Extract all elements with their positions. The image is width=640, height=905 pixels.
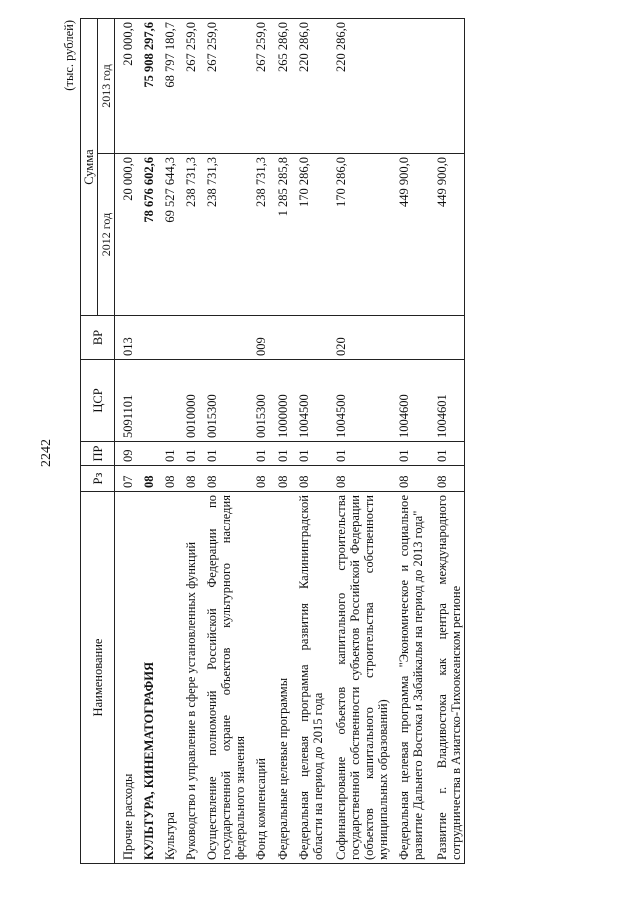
- table-row: [426, 19, 465, 864]
- header-2013: 2013 год: [98, 19, 115, 154]
- cell-pr: 01: [157, 442, 178, 466]
- cell-pr: 01: [326, 442, 391, 466]
- cell-2013: 220 286,0: [326, 19, 391, 154]
- cell-rz: 08: [326, 466, 391, 492]
- table-row: [157, 19, 178, 864]
- cell-name: Федеральные целевые программы: [269, 492, 291, 864]
- table-row: [136, 19, 157, 864]
- cell-2013: 220 286,0: [291, 19, 326, 154]
- table-row: [178, 19, 199, 864]
- table-header: [81, 19, 115, 864]
- cell-2013: 267 259,0: [248, 19, 269, 154]
- cell-csr: 1004600: [391, 360, 426, 442]
- cell-vr: 020: [326, 316, 391, 360]
- cell-csr: 1004601: [426, 360, 465, 442]
- cell-name: Софинансирование объектов капитального строительства государственной собственности субъектов Российской Федерации (объектов капитального строительства собственности муниципальных образований): [326, 492, 391, 864]
- header-vr: ВР: [81, 316, 115, 360]
- cell-csr: 1004500: [291, 360, 326, 442]
- cell-pr: 01: [391, 442, 426, 466]
- cell-2013: 267 259,0: [178, 19, 199, 154]
- cell-2012: 449 900,0: [426, 154, 465, 316]
- cell-2013: 265 286,0: [269, 19, 291, 154]
- cell-pr: 09: [115, 442, 137, 466]
- cell-name: Фонд компенсаций: [248, 492, 269, 864]
- cell-name: Руководство и управление в сфере установленных функций: [178, 492, 199, 864]
- cell-vr: [391, 316, 426, 360]
- table-row: [326, 19, 391, 864]
- cell-2012: 78 676 602,6: [136, 154, 157, 316]
- cell-name: Федеральная целевая программа "Экономическое и социальное развитие Дальнего Востока и Забайкалья на период до 2013 года": [391, 492, 426, 864]
- table-row: [291, 19, 326, 864]
- cell-vr: [269, 316, 291, 360]
- cell-vr: [426, 316, 465, 360]
- header-csr: ЦСР: [81, 360, 115, 442]
- cell-vr: [291, 316, 326, 360]
- cell-pr: 01: [248, 442, 269, 466]
- cell-2013: 75 908 297,6: [136, 19, 157, 154]
- table-row: [115, 19, 137, 864]
- cell-rz: 08: [391, 466, 426, 492]
- cell-name: Осуществление полномочий Российской Федерации по государственной охране объектов культурного наследия федерального значения: [199, 492, 248, 864]
- cell-name: Культура: [157, 492, 178, 864]
- cell-vr: 009: [248, 316, 269, 360]
- cell-csr: [157, 360, 178, 442]
- cell-2013: [391, 19, 426, 154]
- cell-rz: 07: [115, 466, 137, 492]
- cell-csr: 0010000: [178, 360, 199, 442]
- cell-pr: [136, 442, 157, 466]
- cell-2012: 170 286,0: [326, 154, 391, 316]
- cell-rz: 08: [269, 466, 291, 492]
- cell-rz: 08: [136, 466, 157, 492]
- table-row: [248, 19, 269, 864]
- cell-vr: [199, 316, 248, 360]
- page-number: 2242: [39, 439, 54, 467]
- cell-2012: 1 285 285,8: [269, 154, 291, 316]
- table-row: [269, 19, 291, 864]
- cell-2013: [426, 19, 465, 154]
- cell-name: Федеральная целевая программа развития Калининградской области на период до 2015 года: [291, 492, 326, 864]
- table-row: [199, 19, 248, 864]
- cell-2013: 267 259,0: [199, 19, 248, 154]
- cell-rz: 08: [426, 466, 465, 492]
- cell-pr: 01: [426, 442, 465, 466]
- cell-vr: [136, 316, 157, 360]
- cell-csr: 1000000: [269, 360, 291, 442]
- cell-csr: 0015300: [248, 360, 269, 442]
- table-body: [115, 19, 465, 864]
- header-name: Наименование: [81, 492, 115, 864]
- header-sum: Сумма: [81, 19, 98, 316]
- cell-pr: 01: [178, 442, 199, 466]
- cell-name: Развитие г. Владивостока как центра международного сотрудничества в Азиатско-Тихоокеанском регионе: [426, 492, 465, 864]
- cell-2012: 238 731,3: [248, 154, 269, 316]
- cell-2013: 68 797 180,7: [157, 19, 178, 154]
- cell-2012: 170 286,0: [291, 154, 326, 316]
- cell-name: КУЛЬТУРА, КИНЕМАТОГРАФИЯ: [136, 492, 157, 864]
- cell-2012: 69 527 644,3: [157, 154, 178, 316]
- header-pr: ПР: [81, 442, 115, 466]
- cell-2013: 20 000,0: [115, 19, 137, 154]
- cell-vr: 013: [115, 316, 137, 360]
- cell-pr: 01: [291, 442, 326, 466]
- cell-csr: 5091101: [115, 360, 137, 442]
- cell-csr: 0015300: [199, 360, 248, 442]
- cell-2012: 238 731,3: [199, 154, 248, 316]
- cell-csr: 1004500: [326, 360, 391, 442]
- cell-name: Прочие расходы: [115, 492, 137, 864]
- cell-2012: 449 900,0: [391, 154, 426, 316]
- table-row: [391, 19, 426, 864]
- cell-csr: [136, 360, 157, 442]
- header-rz: Рз: [81, 466, 115, 492]
- cell-rz: 08: [248, 466, 269, 492]
- budget-table: [80, 18, 465, 864]
- cell-vr: [157, 316, 178, 360]
- cell-rz: 08: [157, 466, 178, 492]
- cell-pr: 01: [199, 442, 248, 466]
- cell-rz: 08: [291, 466, 326, 492]
- units-label: (тыс. рублей): [62, 20, 76, 91]
- cell-rz: 08: [178, 466, 199, 492]
- cell-rz: 08: [199, 466, 248, 492]
- cell-pr: 01: [269, 442, 291, 466]
- cell-2012: 238 731,3: [178, 154, 199, 316]
- cell-2012: 20 000,0: [115, 154, 137, 316]
- header-2012: 2012 год: [98, 154, 115, 316]
- cell-vr: [178, 316, 199, 360]
